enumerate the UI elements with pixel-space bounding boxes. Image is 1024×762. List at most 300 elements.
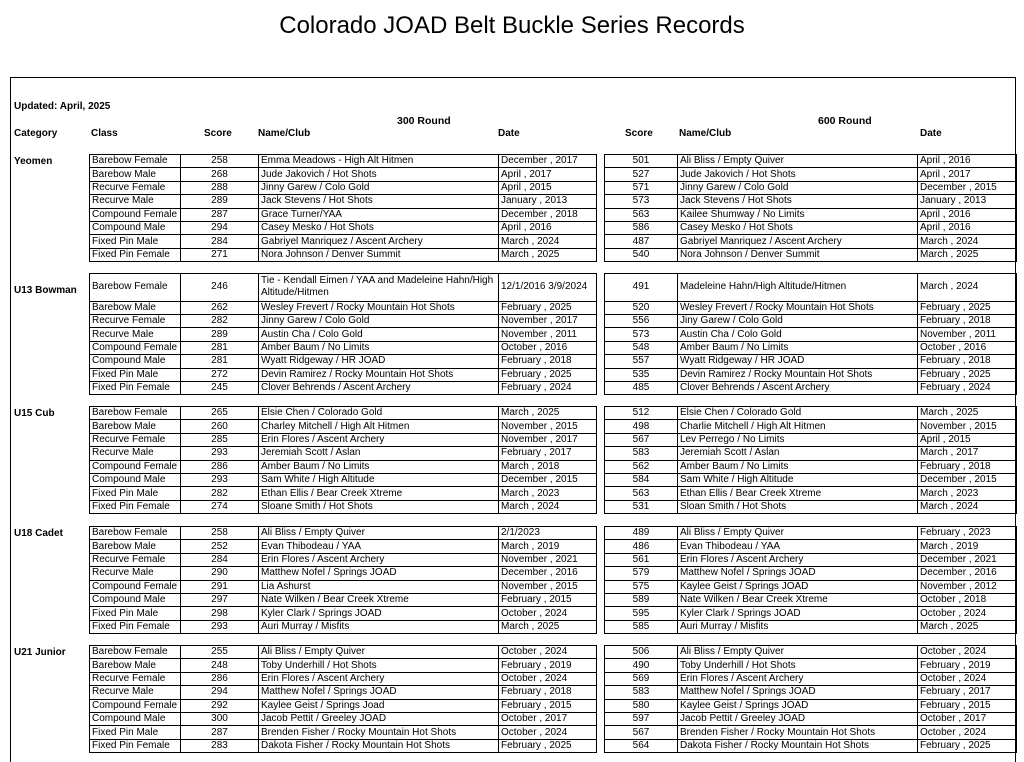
name-club-600-cell: Jinny Garew / Colo Gold	[678, 181, 918, 194]
table-row	[605, 739, 1017, 752]
score-600-cell: 583	[605, 686, 678, 699]
table-row	[90, 726, 597, 739]
table-row	[605, 235, 1017, 248]
score-300-cell: 246	[181, 274, 259, 302]
score-600-cell: 584	[605, 473, 678, 486]
date-300-cell: February , 2025	[499, 368, 597, 381]
date-300-cell: November , 2017	[499, 433, 597, 446]
score-600-cell: 586	[605, 221, 678, 234]
table-row	[90, 567, 597, 580]
score-600-cell: 562	[605, 460, 678, 473]
name-club-600-cell: Casey Mesko / Hot Shots	[678, 221, 918, 234]
table-row	[90, 686, 597, 699]
date-600-cell: April , 2016	[918, 155, 1017, 168]
table-row	[90, 447, 597, 460]
table-row	[90, 274, 597, 302]
date-300-cell: 2/1/2023	[499, 527, 597, 540]
date-300-cell: March , 2018	[499, 460, 597, 473]
name-club-600-cell: Matthew Nofel / Springs JOAD	[678, 567, 918, 580]
score-300-cell: 252	[181, 540, 259, 553]
date-600-cell: October , 2017	[918, 712, 1017, 725]
date-600-cell: February , 2018	[918, 355, 1017, 368]
score-300-cell: 294	[181, 686, 259, 699]
score-600-cell: 548	[605, 341, 678, 354]
table-row	[605, 553, 1017, 566]
name-club-600-cell: Erin Flores / Ascent Archery	[678, 553, 918, 566]
date-300-cell: April , 2016	[499, 221, 597, 234]
date-300-cell: February , 2025	[499, 739, 597, 752]
date-300-cell: February , 2018	[499, 355, 597, 368]
score-600-cell: 491	[605, 274, 678, 302]
table-row	[90, 712, 597, 725]
table-row	[605, 659, 1017, 672]
table-row	[90, 181, 597, 194]
score-600-cell: 595	[605, 607, 678, 620]
score-600-cell: 580	[605, 699, 678, 712]
records-table-600	[604, 645, 1017, 753]
score-300-cell: 255	[181, 646, 259, 659]
table-row	[90, 553, 597, 566]
name-club-600-cell: Kaylee Geist / Springs JOAD	[678, 580, 918, 593]
name-club-300-cell: Jeremiah Scott / Aslan	[259, 447, 499, 460]
name-club-300-cell: Ali Bliss / Empty Quiver	[259, 646, 499, 659]
records-table-300	[89, 273, 597, 395]
date-600-cell: February , 2019	[918, 659, 1017, 672]
score-300-cell: 281	[181, 355, 259, 368]
score-300-cell: 271	[181, 248, 259, 261]
name-club-300-cell: Jude Jakovich / Hot Shots	[259, 168, 499, 181]
score-600-cell: 489	[605, 527, 678, 540]
score-300-cell: 289	[181, 195, 259, 208]
class-cell: Fixed Pin Male	[90, 607, 181, 620]
table-row	[605, 540, 1017, 553]
date-600-cell: February , 2024	[918, 381, 1017, 394]
table-row	[90, 607, 597, 620]
table-row	[90, 500, 597, 513]
name-club-600-cell: Madeleine Hahn/High Altitude/Hitmen	[678, 274, 918, 302]
score-300-cell: 245	[181, 381, 259, 394]
table-row	[90, 527, 597, 540]
name-club-300-cell: Charley Mitchell / High Alt Hitmen	[259, 420, 499, 433]
name-club-300-cell: Sloane Smith / Hot Shots	[259, 500, 499, 513]
table-row	[90, 473, 597, 486]
class-cell: Fixed Pin Male	[90, 726, 181, 739]
score-600-cell: 535	[605, 368, 678, 381]
date-300-cell: March , 2025	[499, 620, 597, 633]
date-300-cell: November , 2011	[499, 328, 597, 341]
table-row	[605, 607, 1017, 620]
score-600-cell: 573	[605, 195, 678, 208]
date-600-cell: March , 2025	[918, 620, 1017, 633]
name-club-600-cell: Toby Underhill / Hot Shots	[678, 659, 918, 672]
date-300-cell: March , 2025	[499, 248, 597, 261]
date-600-cell: February , 2018	[918, 314, 1017, 327]
name-club-300-cell: Matthew Nofel / Springs JOAD	[259, 686, 499, 699]
table-row	[605, 726, 1017, 739]
table-row	[90, 355, 597, 368]
date-300-cell: February , 2024	[499, 381, 597, 394]
records-table-300	[89, 526, 597, 634]
name-club-600-cell: Jude Jakovich / Hot Shots	[678, 168, 918, 181]
class-cell: Barebow Male	[90, 301, 181, 314]
header-score-600: Score	[625, 128, 653, 139]
name-club-300-cell: Kaylee Geist / Springs Joad	[259, 699, 499, 712]
score-600-cell: 512	[605, 407, 678, 420]
page-title: Colorado JOAD Belt Buckle Series Records	[279, 12, 745, 39]
table-row	[90, 672, 597, 685]
date-300-cell: January , 2013	[499, 195, 597, 208]
table-row	[605, 301, 1017, 314]
date-300-cell: February , 2019	[499, 659, 597, 672]
date-300-cell: March , 2019	[499, 540, 597, 553]
records-table-600	[604, 526, 1017, 634]
date-600-cell: April , 2015	[918, 433, 1017, 446]
score-300-cell: 281	[181, 341, 259, 354]
date-600-cell: February , 2017	[918, 686, 1017, 699]
records-table-300	[89, 154, 597, 262]
name-club-300-cell: Austin Cha / Colo Gold	[259, 328, 499, 341]
name-club-300-cell: Ethan Ellis / Bear Creek Xtreme	[259, 487, 499, 500]
name-club-300-cell: Wyatt Ridgeway / HR JOAD	[259, 355, 499, 368]
class-cell: Compound Female	[90, 699, 181, 712]
records-table-300	[89, 645, 597, 753]
date-300-cell: December , 2016	[499, 567, 597, 580]
score-300-cell: 248	[181, 659, 259, 672]
class-cell: Recurve Female	[90, 314, 181, 327]
name-club-300-cell: Erin Flores / Ascent Archery	[259, 553, 499, 566]
table-row	[90, 659, 597, 672]
name-club-600-cell: Ali Bliss / Empty Quiver	[678, 646, 918, 659]
name-club-300-cell: Erin Flores / Ascent Archery	[259, 672, 499, 685]
date-600-cell: November , 2015	[918, 420, 1017, 433]
class-cell: Compound Male	[90, 712, 181, 725]
date-300-cell: February , 2017	[499, 447, 597, 460]
class-cell: Fixed Pin Male	[90, 235, 181, 248]
class-cell: Compound Male	[90, 221, 181, 234]
name-club-600-cell: Wyatt Ridgeway / HR JOAD	[678, 355, 918, 368]
date-600-cell: December , 2021	[918, 553, 1017, 566]
score-600-cell: 556	[605, 314, 678, 327]
class-cell: Compound Male	[90, 593, 181, 606]
score-300-cell: 297	[181, 593, 259, 606]
name-club-300-cell: Jack Stevens / Hot Shots	[259, 195, 499, 208]
table-row	[605, 195, 1017, 208]
name-club-600-cell: Jiny Garew / Colo Gold	[678, 314, 918, 327]
score-300-cell: 285	[181, 433, 259, 446]
category-label: U18 Cadet	[14, 528, 63, 539]
date-600-cell: October , 2024	[918, 726, 1017, 739]
table-row	[90, 314, 597, 327]
score-600-cell: 585	[605, 620, 678, 633]
date-300-cell: November , 2015	[499, 580, 597, 593]
table-row	[605, 620, 1017, 633]
name-club-600-cell: Brenden Fisher / Rocky Mountain Hot Shots	[678, 726, 918, 739]
name-club-600-cell: Nate Wilken / Bear Creek Xtreme	[678, 593, 918, 606]
name-club-600-cell: Gabriyel Manriquez / Ascent Archery	[678, 235, 918, 248]
records-table-600	[604, 273, 1017, 395]
score-300-cell: 262	[181, 301, 259, 314]
updated-label: Updated: April, 2025	[14, 101, 111, 112]
table-row	[90, 580, 597, 593]
name-club-300-cell: Brenden Fisher / Rocky Mountain Hot Shots	[259, 726, 499, 739]
score-300-cell: 268	[181, 168, 259, 181]
table-row	[605, 155, 1017, 168]
date-300-cell: October , 2016	[499, 341, 597, 354]
table-row	[605, 473, 1017, 486]
table-row	[605, 314, 1017, 327]
score-600-cell: 487	[605, 235, 678, 248]
name-club-600-cell: Jack Stevens / Hot Shots	[678, 195, 918, 208]
class-cell: Barebow Female	[90, 527, 181, 540]
table-row	[90, 739, 597, 752]
table-row	[605, 208, 1017, 221]
date-300-cell: October , 2024	[499, 607, 597, 620]
date-600-cell: March , 2017	[918, 447, 1017, 460]
table-row	[605, 381, 1017, 394]
name-club-600-cell: Amber Baum / No Limits	[678, 341, 918, 354]
class-cell: Recurve Male	[90, 567, 181, 580]
score-300-cell: 286	[181, 672, 259, 685]
name-club-600-cell: Devin Ramirez / Rocky Mountain Hot Shots	[678, 368, 918, 381]
score-300-cell: 284	[181, 553, 259, 566]
score-300-cell: 286	[181, 460, 259, 473]
table-row	[90, 620, 597, 633]
class-cell: Barebow Female	[90, 646, 181, 659]
score-300-cell: 283	[181, 739, 259, 752]
category-label: U21 Junior	[14, 647, 66, 658]
class-cell: Recurve Male	[90, 195, 181, 208]
date-300-cell: November , 2017	[499, 314, 597, 327]
name-club-600-cell: Kailee Shumway / No Limits	[678, 208, 918, 221]
name-club-600-cell: Elsie Chen / Colorado Gold	[678, 407, 918, 420]
score-300-cell: 274	[181, 500, 259, 513]
date-600-cell: March , 2024	[918, 500, 1017, 513]
header-date-300: Date	[498, 128, 520, 139]
date-600-cell: October , 2024	[918, 607, 1017, 620]
header-score-300: Score	[204, 128, 232, 139]
name-club-600-cell: Ali Bliss / Empty Quiver	[678, 155, 918, 168]
header-name-club-300: Name/Club	[258, 128, 311, 139]
table-row	[90, 593, 597, 606]
table-row	[605, 527, 1017, 540]
round-600-heading: 600 Round	[818, 115, 872, 127]
date-300-cell: February , 2018	[499, 686, 597, 699]
name-club-300-cell: Dakota Fisher / Rocky Mountain Hot Shots	[259, 739, 499, 752]
date-600-cell: November , 2012	[918, 580, 1017, 593]
class-cell: Fixed Pin Female	[90, 381, 181, 394]
table-row	[90, 301, 597, 314]
name-club-600-cell: Kaylee Geist / Springs JOAD	[678, 699, 918, 712]
score-300-cell: 290	[181, 567, 259, 580]
date-600-cell: February , 2015	[918, 699, 1017, 712]
name-club-300-cell: Ali Bliss / Empty Quiver	[259, 527, 499, 540]
table-row	[90, 328, 597, 341]
name-club-300-cell: Auri Murray / Misfits	[259, 620, 499, 633]
name-club-300-cell: Wesley Frevert / Rocky Mountain Hot Shots	[259, 301, 499, 314]
table-row	[605, 567, 1017, 580]
table-row	[90, 460, 597, 473]
date-300-cell: April , 2017	[499, 168, 597, 181]
table-row	[605, 672, 1017, 685]
name-club-300-cell: Jacob Pettit / Greeley JOAD	[259, 712, 499, 725]
date-600-cell: October , 2024	[918, 646, 1017, 659]
score-300-cell: 287	[181, 726, 259, 739]
class-cell: Compound Male	[90, 355, 181, 368]
name-club-300-cell: Jinny Garew / Colo Gold	[259, 314, 499, 327]
table-row	[605, 699, 1017, 712]
date-600-cell: February , 2025	[918, 739, 1017, 752]
class-cell: Compound Female	[90, 208, 181, 221]
category-label: U13 Bowman	[14, 285, 77, 296]
name-club-600-cell: Dakota Fisher / Rocky Mountain Hot Shots	[678, 739, 918, 752]
score-600-cell: 531	[605, 500, 678, 513]
header-category: Category	[14, 128, 58, 139]
table-row	[605, 433, 1017, 446]
table-row	[605, 368, 1017, 381]
date-300-cell: October , 2017	[499, 712, 597, 725]
name-club-300-cell: Kyler Clark / Springs JOAD	[259, 607, 499, 620]
date-600-cell: December , 2016	[918, 567, 1017, 580]
name-club-600-cell: Matthew Nofel / Springs JOAD	[678, 686, 918, 699]
name-club-300-cell: Lia Ashurst	[259, 580, 499, 593]
name-club-300-cell: Casey Mesko / Hot Shots	[259, 221, 499, 234]
table-row	[605, 328, 1017, 341]
class-cell: Fixed Pin Female	[90, 500, 181, 513]
date-300-cell: February , 2015	[499, 593, 597, 606]
date-300-cell: October , 2024	[499, 726, 597, 739]
name-club-300-cell: Devin Ramirez / Rocky Mountain Hot Shots	[259, 368, 499, 381]
score-600-cell: 540	[605, 248, 678, 261]
table-row	[605, 500, 1017, 513]
class-cell: Recurve Male	[90, 447, 181, 460]
table-row	[605, 593, 1017, 606]
date-300-cell: February , 2025	[499, 301, 597, 314]
name-club-600-cell: Charlie Mitchell / High Alt Hitmen	[678, 420, 918, 433]
date-600-cell: March , 2025	[918, 248, 1017, 261]
table-row	[605, 487, 1017, 500]
date-600-cell: November , 2011	[918, 328, 1017, 341]
name-club-300-cell: Clover Behrends / Ascent Archery	[259, 381, 499, 394]
class-cell: Recurve Female	[90, 553, 181, 566]
date-300-cell: March , 2023	[499, 487, 597, 500]
score-600-cell: 564	[605, 739, 678, 752]
name-club-600-cell: Evan Thibodeau / YAA	[678, 540, 918, 553]
records-table-600	[604, 406, 1017, 514]
table-row	[90, 407, 597, 420]
class-cell: Compound Male	[90, 473, 181, 486]
name-club-300-cell: Sam White / High Altitude	[259, 473, 499, 486]
class-cell: Fixed Pin Female	[90, 739, 181, 752]
table-row	[605, 646, 1017, 659]
date-600-cell: April , 2017	[918, 168, 1017, 181]
name-club-300-cell: Nate Wilken / Bear Creek Xtreme	[259, 593, 499, 606]
score-300-cell: 289	[181, 328, 259, 341]
class-cell: Fixed Pin Male	[90, 368, 181, 381]
date-600-cell: February , 2018	[918, 460, 1017, 473]
date-600-cell: March , 2024	[918, 235, 1017, 248]
name-club-600-cell: Erin Flores / Ascent Archery	[678, 672, 918, 685]
score-600-cell: 569	[605, 672, 678, 685]
table-row	[605, 248, 1017, 261]
date-300-cell: 12/1/2016 3/9/2024	[499, 274, 597, 302]
name-club-600-cell: Auri Murray / Misfits	[678, 620, 918, 633]
date-600-cell: October , 2018	[918, 593, 1017, 606]
class-cell: Fixed Pin Female	[90, 620, 181, 633]
score-600-cell: 589	[605, 593, 678, 606]
name-club-300-cell: Evan Thibodeau / YAA	[259, 540, 499, 553]
table-row	[605, 181, 1017, 194]
score-600-cell: 561	[605, 553, 678, 566]
score-600-cell: 501	[605, 155, 678, 168]
score-300-cell: 265	[181, 407, 259, 420]
score-300-cell: 293	[181, 620, 259, 633]
class-cell: Recurve Male	[90, 328, 181, 341]
header-date-600: Date	[920, 128, 942, 139]
date-300-cell: March , 2024	[499, 235, 597, 248]
date-300-cell: October , 2024	[499, 672, 597, 685]
score-600-cell: 527	[605, 168, 678, 181]
date-600-cell: March , 2019	[918, 540, 1017, 553]
date-600-cell: February , 2023	[918, 527, 1017, 540]
score-300-cell: 288	[181, 181, 259, 194]
score-300-cell: 292	[181, 699, 259, 712]
score-300-cell: 293	[181, 473, 259, 486]
score-300-cell: 300	[181, 712, 259, 725]
class-cell: Barebow Male	[90, 420, 181, 433]
records-table-300	[89, 406, 597, 514]
name-club-300-cell: Erin Flores / Ascent Archery	[259, 433, 499, 446]
name-club-600-cell: Clover Behrends / Ascent Archery	[678, 381, 918, 394]
score-600-cell: 583	[605, 447, 678, 460]
class-cell: Recurve Female	[90, 672, 181, 685]
name-club-600-cell: Sam White / High Altitude	[678, 473, 918, 486]
table-row	[605, 447, 1017, 460]
table-row	[90, 168, 597, 181]
score-300-cell: 272	[181, 368, 259, 381]
name-club-600-cell: Wesley Frevert / Rocky Mountain Hot Shots	[678, 301, 918, 314]
score-300-cell: 298	[181, 607, 259, 620]
date-600-cell: January , 2013	[918, 195, 1017, 208]
class-cell: Barebow Male	[90, 168, 181, 181]
name-club-300-cell: Nora Johnson / Denver Summit	[259, 248, 499, 261]
name-club-600-cell: Kyler Clark / Springs JOAD	[678, 607, 918, 620]
date-600-cell: October , 2016	[918, 341, 1017, 354]
table-row	[605, 221, 1017, 234]
score-600-cell: 573	[605, 328, 678, 341]
date-600-cell: April , 2016	[918, 221, 1017, 234]
score-600-cell: 557	[605, 355, 678, 368]
name-club-300-cell: Matthew Nofel / Springs JOAD	[259, 567, 499, 580]
class-cell: Barebow Male	[90, 659, 181, 672]
table-row	[605, 355, 1017, 368]
table-row	[605, 341, 1017, 354]
date-300-cell: November , 2015	[499, 420, 597, 433]
date-300-cell: October , 2024	[499, 646, 597, 659]
class-cell: Barebow Female	[90, 274, 181, 302]
class-cell: Recurve Female	[90, 181, 181, 194]
header-class: Class	[91, 128, 118, 139]
class-cell: Barebow Female	[90, 155, 181, 168]
name-club-300-cell: Toby Underhill / Hot Shots	[259, 659, 499, 672]
name-club-600-cell: Austin Cha / Colo Gold	[678, 328, 918, 341]
score-600-cell: 563	[605, 208, 678, 221]
class-cell: Compound Female	[90, 341, 181, 354]
score-300-cell: 284	[181, 235, 259, 248]
name-club-600-cell: Lev Perrego / No Limits	[678, 433, 918, 446]
name-club-300-cell: Tie - Kendall Eimen / YAA and Madeleine Hahn/High Altitude/Hitmen	[259, 274, 499, 302]
score-300-cell: 293	[181, 447, 259, 460]
table-row	[90, 433, 597, 446]
